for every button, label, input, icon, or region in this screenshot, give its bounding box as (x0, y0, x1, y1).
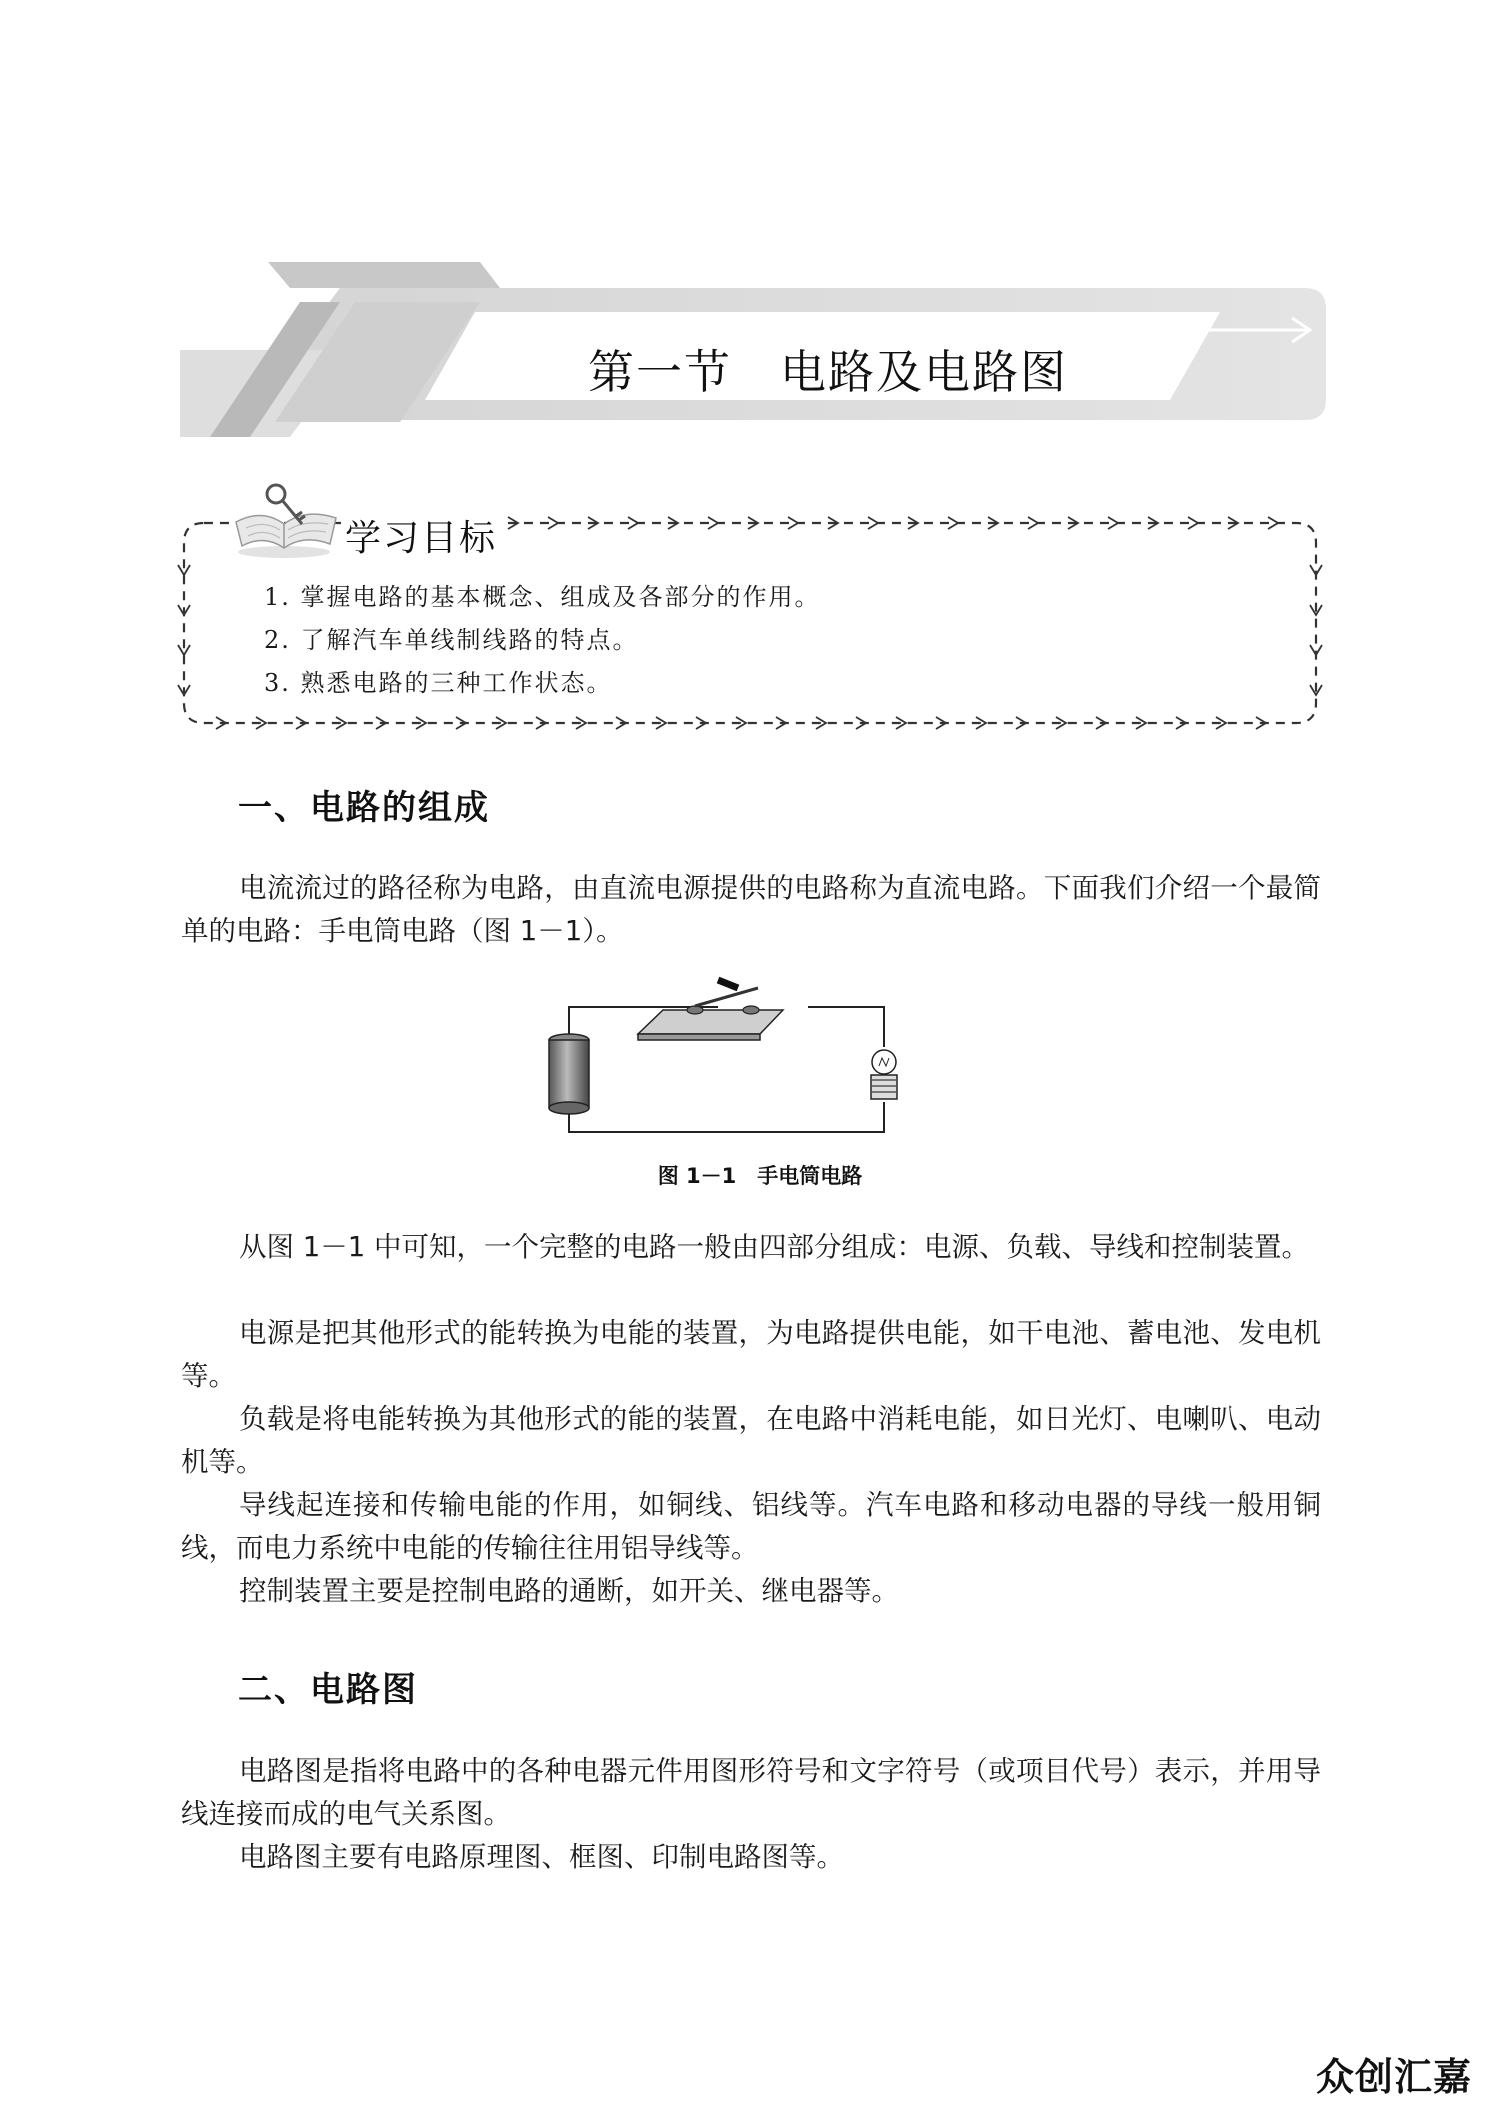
paragraph-composition: 从图 1－1 中可知，一个完整的电路一般由四部分组成：电源、负载、导线和控制装置。 (239, 1231, 1309, 1263)
watermark-logo: 众创汇嘉 (1316, 2055, 1473, 2099)
book-icon (232, 478, 340, 560)
goal-item-1: 1. 掌握电路的基本概念、组成及各部分的作用。 (264, 583, 821, 611)
section-title: 第一节 电路及电路图 (588, 345, 1068, 399)
paragraph-circuit-diagram-def: 电路图是指将电路中的各种电器元件用图形符号和文字符号（或项目代号）表示，并用导线连接而成的电气关系图。 (181, 1755, 1321, 1830)
paragraph-load: 负载是将电能转换为其他形式的能的装置，在电路中消耗电能，如日光灯、电喇叭、电动机等。 (181, 1403, 1321, 1478)
paragraph-circuit-diagram-types: 电路图主要有电路原理图、框图、印制电路图等。 (239, 1841, 844, 1873)
goal-item-3: 3. 熟悉电路的三种工作状态。 (264, 669, 613, 697)
paragraph-intro: 电流流过的路径称为电路，由直流电源提供的电路称为直流电路。下面我们介绍一个最简单的电路：手电筒电路（图 1－1）。 (181, 872, 1321, 947)
paragraph-power-source: 电源是把其他形式的能转换为电能的装置，为电路提供电能，如干电池、蓄电池、发电机等。 (181, 1317, 1321, 1392)
paragraph-control-device: 控制装置主要是控制电路的通断，如开关、继电器等。 (239, 1575, 899, 1607)
paragraph-wires: 导线起连接和传输电能的作用，如铜线、铝线等。汽车电路和移动电器的导线一般用铜线，而电力系统中电能的传输往往用铝导线等。 (181, 1489, 1321, 1564)
flashlight-circuit-figure (538, 962, 958, 1142)
goal-item-2: 2. 了解汽车单线制线路的特点。 (264, 626, 639, 654)
figure-caption: 图 1－1 手电筒电路 (657, 1164, 863, 1188)
section-heading-1: 一、电路的组成 (238, 788, 490, 828)
goals-title: 学习目标 (345, 510, 505, 558)
section-heading-2: 二、电路图 (238, 1670, 418, 1710)
